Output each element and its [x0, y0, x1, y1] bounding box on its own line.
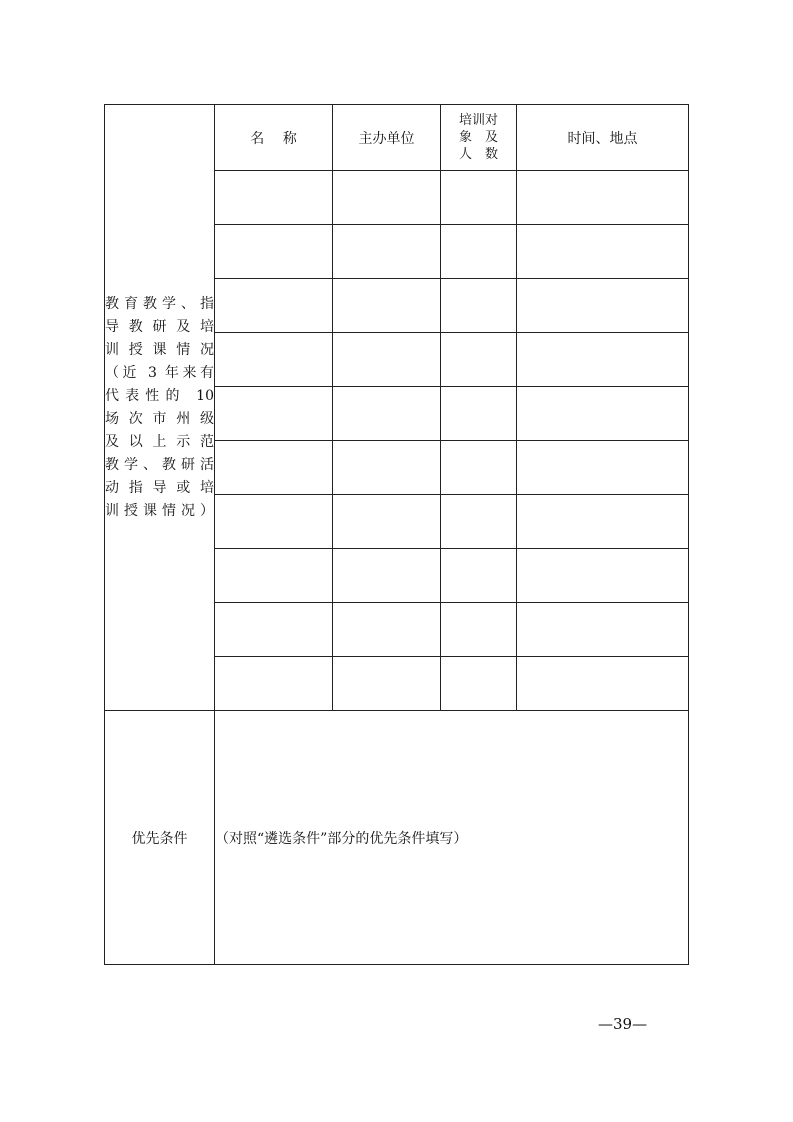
cell-organizer[interactable]: [333, 657, 441, 711]
header-trainees-line-3: 人 数: [458, 147, 498, 162]
section-label-line: 动指导或培: [105, 479, 214, 496]
section-label-line: 教学、教研活: [105, 456, 214, 473]
cell-name[interactable]: [215, 387, 333, 441]
cell-trainees[interactable]: [441, 603, 517, 657]
cell-time-place[interactable]: [517, 387, 689, 441]
cell-trainees[interactable]: [441, 225, 517, 279]
priority-label: 优先条件: [105, 711, 215, 965]
header-trainees-line-2: 象 及: [458, 130, 498, 145]
cell-time-place[interactable]: [517, 441, 689, 495]
cell-time-place[interactable]: [517, 603, 689, 657]
priority-row: [105, 711, 689, 965]
cell-name[interactable]: [215, 171, 333, 225]
cell-trainees[interactable]: [441, 441, 517, 495]
cell-trainees[interactable]: [441, 657, 517, 711]
cell-name[interactable]: [215, 603, 333, 657]
section-label-line: 导教研及培: [105, 318, 214, 335]
cell-name[interactable]: [215, 657, 333, 711]
cell-organizer[interactable]: [333, 603, 441, 657]
cell-time-place[interactable]: [517, 333, 689, 387]
priority-content-field[interactable]: [215, 711, 689, 965]
page-number: —39—: [598, 1015, 648, 1033]
cell-name[interactable]: [215, 279, 333, 333]
cell-trainees[interactable]: [441, 333, 517, 387]
cell-name[interactable]: [215, 441, 333, 495]
cell-trainees[interactable]: [441, 495, 517, 549]
cell-time-place[interactable]: [517, 495, 689, 549]
cell-organizer[interactable]: [333, 333, 441, 387]
section-label-line: 场次市州级: [105, 410, 214, 427]
section-label-line: 代表性的 10: [105, 387, 214, 404]
section-label-line: 及以上示范: [105, 433, 214, 450]
cell-name[interactable]: [215, 333, 333, 387]
cell-organizer[interactable]: [333, 225, 441, 279]
section-label-line: 训授课情况: [105, 341, 214, 358]
section-label-line: （近 3 年来有: [105, 364, 214, 381]
section-label-line: 教育教学、指: [105, 295, 214, 312]
cell-name[interactable]: [215, 495, 333, 549]
cell-trainees[interactable]: [441, 279, 517, 333]
header-name-char-1: 名: [250, 130, 265, 147]
section-label-cell: [105, 105, 215, 711]
cell-time-place[interactable]: [517, 279, 689, 333]
cell-time-place[interactable]: [517, 171, 689, 225]
header-name: [215, 105, 333, 171]
header-trainees: [441, 105, 517, 171]
cell-organizer[interactable]: [333, 171, 441, 225]
header-row: [105, 105, 689, 171]
cell-name[interactable]: [215, 225, 333, 279]
header-trainees-line-1: 培训对: [458, 113, 498, 128]
activity-record-table: [104, 104, 689, 965]
header-name-char-2: 称: [282, 130, 297, 147]
cell-time-place[interactable]: [517, 225, 689, 279]
cell-trainees[interactable]: [441, 171, 517, 225]
cell-organizer[interactable]: [333, 441, 441, 495]
cell-organizer[interactable]: [333, 549, 441, 603]
cell-trainees[interactable]: [441, 549, 517, 603]
header-time-place: 时间、地点: [517, 105, 689, 171]
header-name-spacer: [264, 131, 282, 147]
cell-organizer[interactable]: [333, 279, 441, 333]
header-organizer: 主办单位: [333, 105, 441, 171]
cell-time-place[interactable]: [517, 549, 689, 603]
cell-name[interactable]: [215, 549, 333, 603]
priority-placeholder: （对照“遴选条件”部分的优先条件填写）: [215, 830, 468, 847]
section-label-line: 训授课情况）: [105, 502, 214, 519]
cell-time-place[interactable]: [517, 657, 689, 711]
cell-organizer[interactable]: [333, 387, 441, 441]
cell-organizer[interactable]: [333, 495, 441, 549]
cell-trainees[interactable]: [441, 387, 517, 441]
